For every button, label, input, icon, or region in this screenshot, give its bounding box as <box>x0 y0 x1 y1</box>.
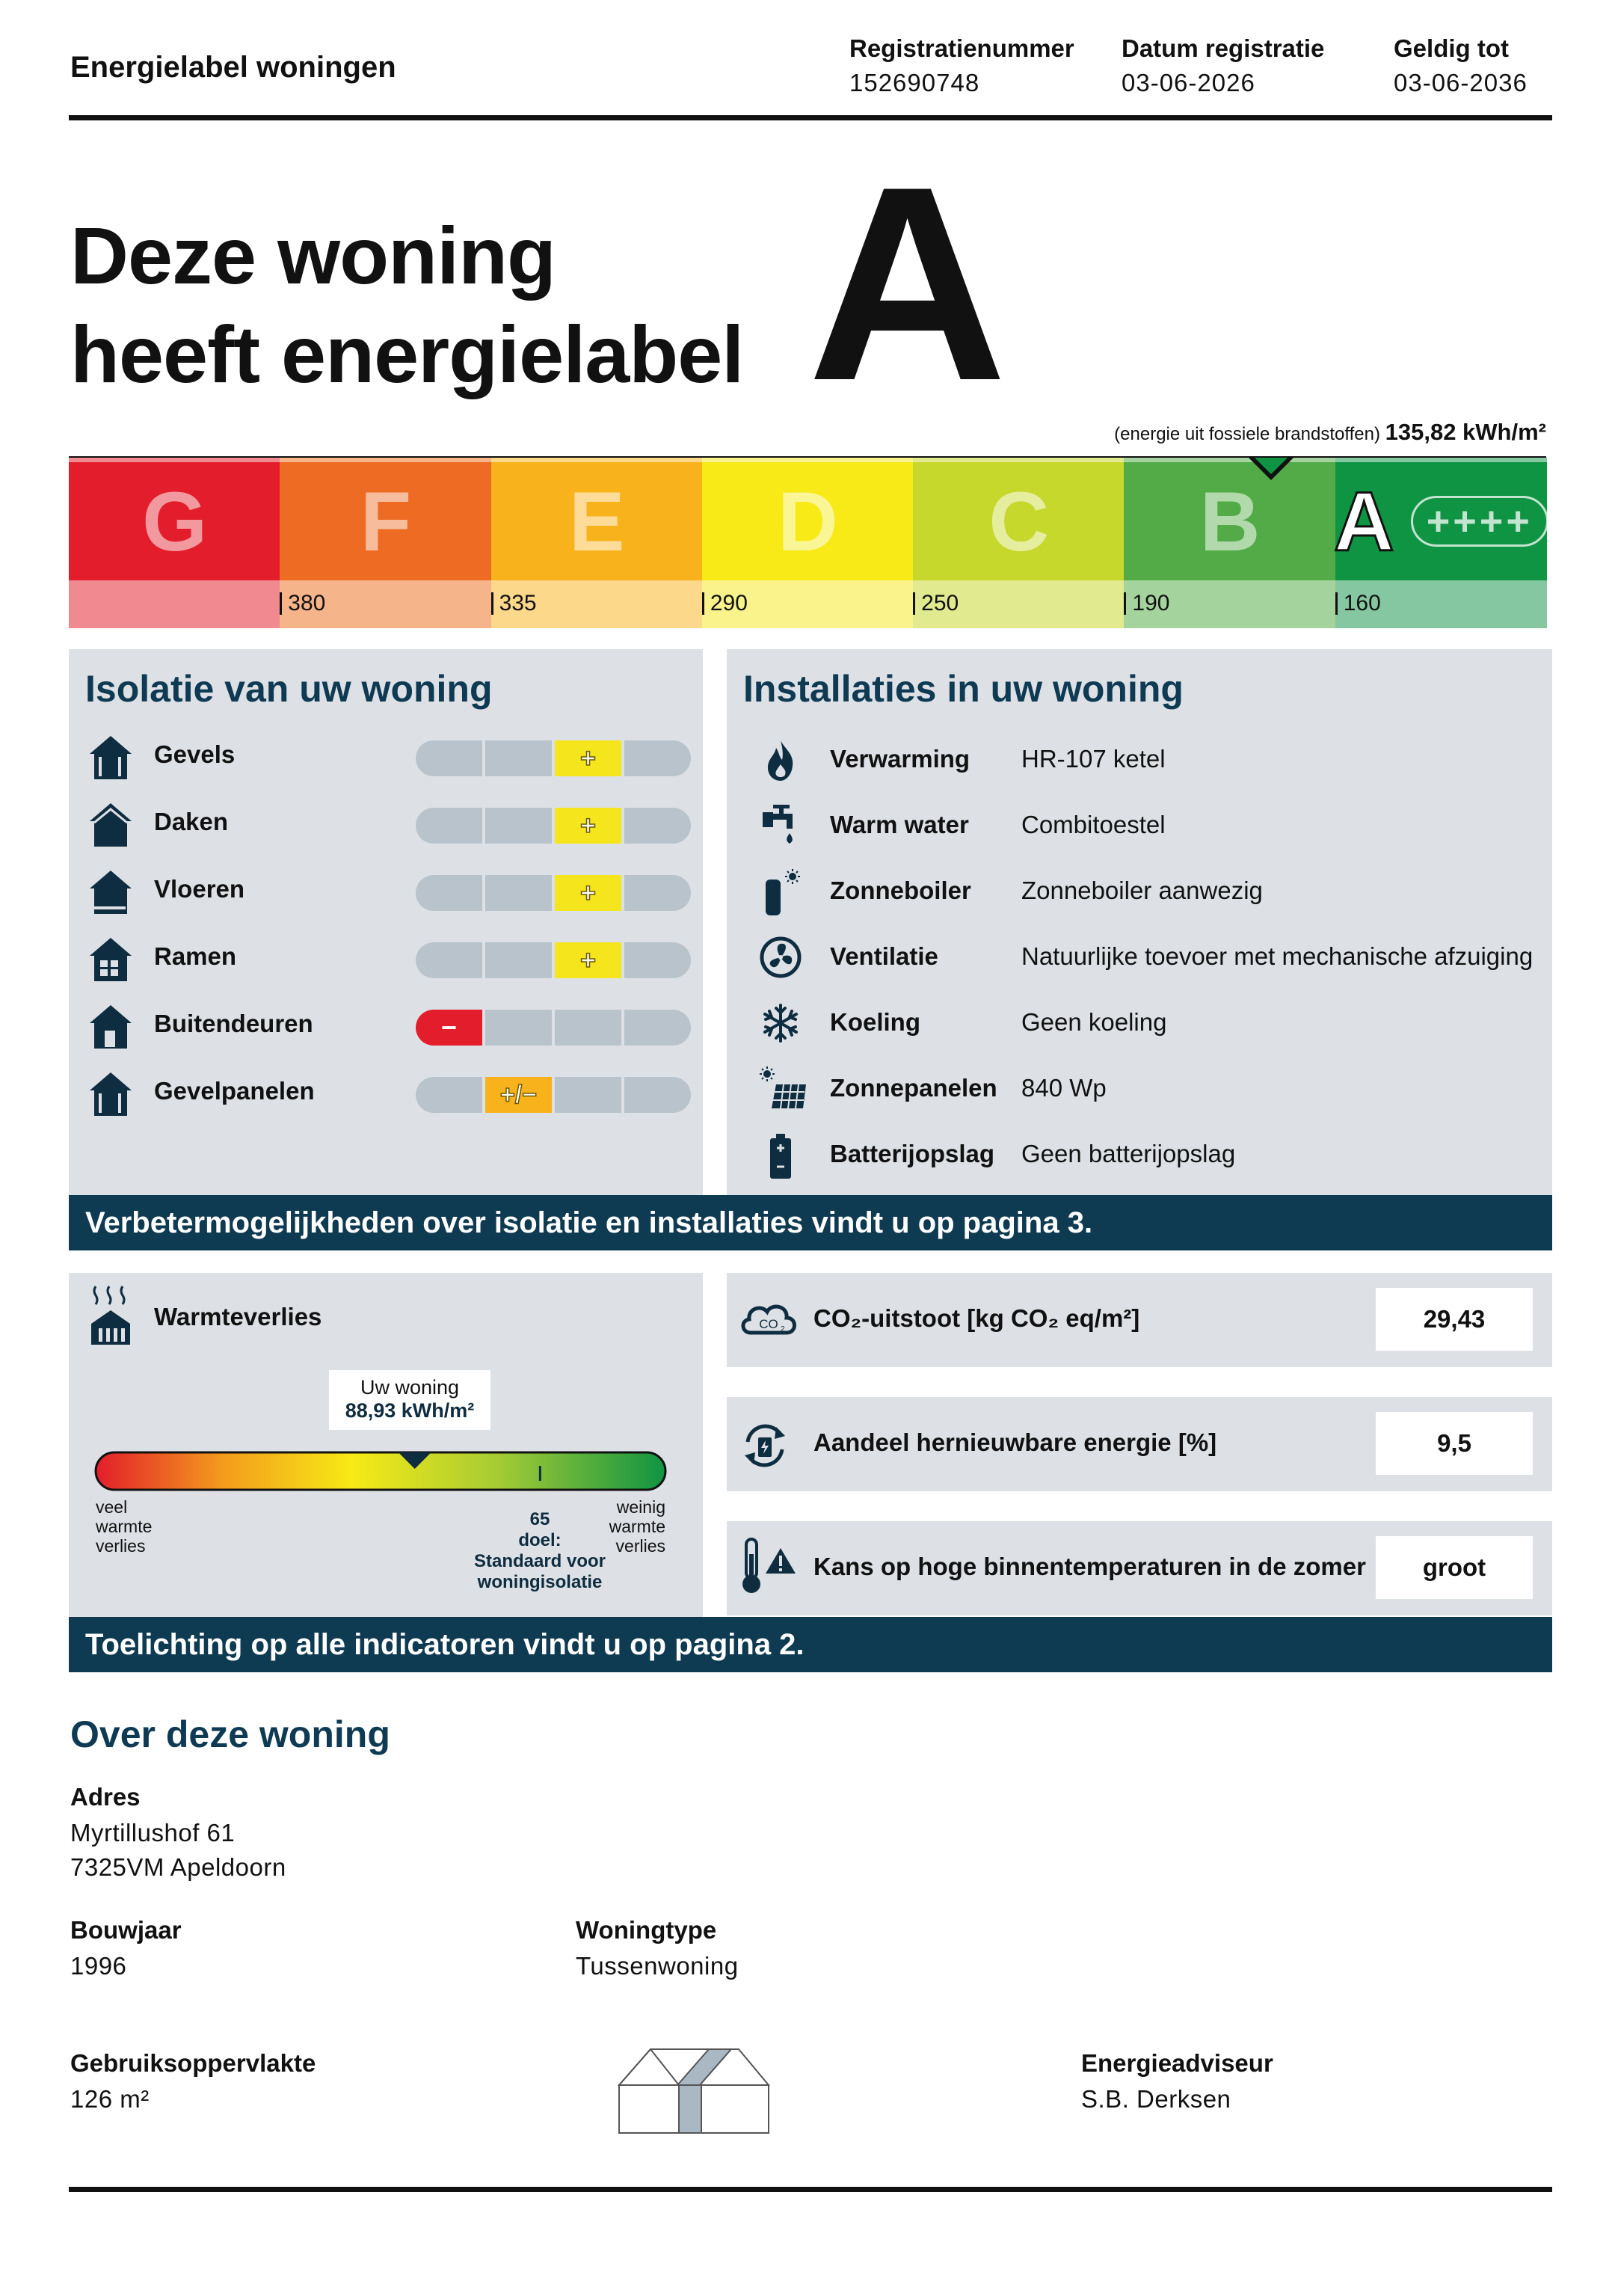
type-label: Woningtype <box>576 1916 717 1944</box>
terraced-house-icon <box>618 2046 770 2136</box>
indicator-value: 9,5 <box>1376 1412 1533 1475</box>
installation-value: Geen batterijopslag <box>1021 1140 1236 1167</box>
installation-row <box>760 1129 1545 1182</box>
about-type <box>576 1916 739 1983</box>
improvement-banner: Verbetermogelijkheden over isolatie en installaties vindt u op pagina 3. <box>69 1195 1552 1250</box>
house-roof-icon <box>87 800 135 845</box>
scale-threshold: 380 <box>280 592 325 615</box>
area-value: 126 m² <box>70 2085 150 2113</box>
scale-letter: C <box>988 474 1050 568</box>
hero-line-2: heeft energielabel <box>70 309 744 399</box>
house-door-icon <box>87 1002 135 1047</box>
scale-threshold: 160 <box>1335 592 1381 615</box>
house-windows-icon <box>87 935 135 980</box>
insulation-label: Daken <box>154 808 229 835</box>
indicator-value: groot <box>1376 1536 1533 1599</box>
installation-label: Warm water <box>830 811 969 838</box>
scale-letter: F <box>360 474 412 568</box>
insulation-rating-bar <box>416 740 691 776</box>
installation-label: Verwarming <box>830 745 970 773</box>
rating-cell <box>485 1010 552 1046</box>
callout-label: Uw woning <box>360 1376 460 1399</box>
scale-letter: G <box>142 474 208 568</box>
scale-segment-f <box>280 458 491 628</box>
registration-number <box>849 34 1074 97</box>
rating-cell: + <box>555 808 621 844</box>
area-label: Gebruiksoppervlakte <box>70 2049 316 2077</box>
hero-line-1: Deze woning <box>70 210 556 301</box>
heatloss-title: Warmteverlies <box>154 1303 322 1330</box>
heat-radiator-icon <box>88 1283 133 1346</box>
insulation-label: Buitendeuren <box>154 1010 313 1037</box>
target-desc-1: Standaard voor <box>473 1551 606 1571</box>
indicator-card <box>727 1397 1552 1491</box>
installation-row <box>760 932 1545 984</box>
rating-cell: + <box>555 942 621 978</box>
insulation-row <box>87 932 692 984</box>
installation-value: 840 Wp <box>1021 1074 1107 1102</box>
address-label: Adres <box>70 1783 141 1811</box>
installation-label: Batterijopslag <box>830 1140 995 1167</box>
svg-text:CO: CO <box>759 1317 778 1331</box>
insulation-rating-bar <box>416 942 691 978</box>
rating-cell <box>624 1010 691 1046</box>
right-note-2: warmte <box>609 1517 665 1536</box>
insulation-rating-bar <box>416 1077 691 1113</box>
rating-cell <box>624 1077 691 1113</box>
scale-letter: D <box>778 474 838 568</box>
renewable-energy-icon <box>739 1419 791 1476</box>
valid-until <box>1394 34 1528 97</box>
about-advisor <box>1081 2049 1273 2117</box>
scale-segment-a <box>1335 458 1547 628</box>
heatloss-left-note <box>96 1497 152 1556</box>
snowflake-icon <box>760 1001 802 1046</box>
indicators-banner: Toelichting op alle indicatoren vindt u op pagina 2. <box>69 1617 1552 1672</box>
rating-cell <box>416 875 482 911</box>
rating-cell <box>555 1077 621 1113</box>
indicator-label: Kans op hoge binnentemperaturen in de zomer <box>813 1553 1366 1580</box>
address-value <box>70 1816 286 1885</box>
insulation-row <box>87 999 692 1052</box>
insulation-label: Vloeren <box>154 875 245 903</box>
installation-label: Zonneboiler <box>830 877 971 904</box>
flame-icon <box>760 737 802 782</box>
indicator-label: Aandeel hernieuwbare energie [%] <box>813 1428 1217 1456</box>
rating-cell <box>485 740 552 776</box>
installation-row <box>760 866 1545 918</box>
fossil-energy <box>1114 419 1546 446</box>
advisor-value: S.B. Derksen <box>1081 2085 1231 2113</box>
rating-cell: + <box>555 875 621 911</box>
scale-plus-badge: ++++ <box>1411 496 1548 547</box>
scale-threshold: 190 <box>1124 592 1169 615</box>
active-label-pointer <box>1249 458 1293 483</box>
target-label: doel: <box>518 1530 562 1550</box>
insulation-title: Isolatie van uw woning <box>85 668 493 710</box>
scale-letter: B <box>1199 474 1261 568</box>
installation-value: HR-107 ketel <box>1021 745 1166 773</box>
right-note-1: weinig <box>616 1497 665 1517</box>
rating-cell <box>624 740 691 776</box>
scale-segment-g <box>69 458 280 628</box>
insulation-rating-bar <box>416 875 691 911</box>
right-note-3: verlies <box>615 1536 665 1556</box>
scale-segment-c <box>913 458 1125 628</box>
scale-letter: E <box>568 474 625 568</box>
fossil-value: 135,82 kWh/m² <box>1385 419 1546 445</box>
about-title: Over deze woning <box>70 1713 390 1755</box>
battery-icon <box>760 1132 802 1177</box>
document-title: Energielabel woningen <box>70 51 396 84</box>
rating-cell <box>416 1077 482 1113</box>
address-line-1: Myrtillushof 61 <box>70 1819 236 1847</box>
scale-threshold: 290 <box>702 592 748 615</box>
callout-value: 88,93 kWh/m² <box>345 1399 475 1422</box>
indicator-value: 29,43 <box>1376 1288 1533 1351</box>
scale-threshold: 335 <box>491 592 537 615</box>
about-address <box>70 1783 286 1885</box>
year-label: Bouwjaar <box>70 1916 182 1944</box>
left-note-2: warmte <box>96 1517 153 1536</box>
installation-row <box>760 1063 1545 1116</box>
date-value: 03-06-2026 <box>1122 69 1255 96</box>
insulation-row <box>87 730 692 782</box>
scale-segment-e <box>491 458 703 628</box>
rating-cell <box>624 808 691 844</box>
rating-cell <box>485 808 552 844</box>
footer-rule <box>69 2187 1552 2192</box>
date-label: Datum registratie <box>1122 34 1325 62</box>
fossil-note: (energie uit fossiele brandstoffen) <box>1114 424 1380 444</box>
scale-segment-d <box>702 458 914 628</box>
about-year <box>70 1916 182 1983</box>
rating-cell <box>555 1010 621 1046</box>
insulation-row <box>87 865 692 917</box>
left-note-1: veel <box>96 1497 128 1517</box>
house-wall-icon <box>87 733 135 778</box>
rating-cell <box>485 942 552 978</box>
heatloss-target <box>458 1509 622 1593</box>
insulation-row <box>87 1066 692 1119</box>
rating-cell: + <box>555 740 621 776</box>
rating-cell: +/− <box>485 1077 552 1113</box>
scale-letter: A <box>1333 474 1394 568</box>
hero-title <box>70 206 743 404</box>
house-panel-icon <box>87 1069 135 1114</box>
target-value: 65 <box>529 1509 550 1529</box>
solar-panel-icon <box>760 1066 802 1111</box>
left-note-3: verlies <box>96 1536 146 1556</box>
about-area <box>70 2049 316 2117</box>
installation-value: Natuurlijke toevoer met mechanische afzuiging <box>1021 942 1534 970</box>
heatloss-callout <box>329 1370 490 1430</box>
type-value: Tussenwoning <box>576 1952 739 1980</box>
rating-cell <box>416 942 482 978</box>
house-floor-icon <box>87 868 135 912</box>
solar-boiler-icon <box>760 869 802 914</box>
installation-label: Ventilatie <box>830 942 938 970</box>
energy-scale <box>69 458 1546 628</box>
heatloss-gradient-bar <box>93 1445 668 1499</box>
energy-label-letter: A <box>808 129 1008 438</box>
registration-value: 152690748 <box>849 69 980 96</box>
tap-icon <box>760 803 802 848</box>
installation-row <box>760 998 1545 1050</box>
thermometer-warning-icon <box>739 1536 799 1600</box>
installation-value: Zonneboiler aanwezig <box>1021 877 1263 904</box>
address-line-2: 7325VM Apeldoorn <box>70 1853 286 1881</box>
registration-label: Registratienummer <box>849 34 1074 62</box>
fan-icon <box>760 935 802 980</box>
rating-cell <box>624 942 691 978</box>
rating-cell: − <box>416 1010 482 1046</box>
insulation-row <box>87 797 692 850</box>
rating-cell <box>416 740 482 776</box>
advisor-label: Energieadviseur <box>1081 2049 1273 2077</box>
registration-date <box>1122 34 1324 97</box>
installation-value: Combitoestel <box>1021 811 1166 838</box>
installation-value: Geen koeling <box>1021 1008 1167 1036</box>
insulation-rating-bar <box>416 1010 691 1046</box>
insulation-label: Gevels <box>154 740 236 768</box>
installation-label: Koeling <box>830 1008 920 1036</box>
rating-cell <box>485 875 552 911</box>
target-desc-2: woningisolatie <box>477 1572 603 1592</box>
installation-label: Zonnepanelen <box>830 1074 997 1102</box>
indicator-card <box>727 1521 1552 1615</box>
insulation-label: Gevelpanelen <box>154 1077 315 1105</box>
valid-value: 03-06-2036 <box>1394 69 1528 96</box>
indicator-label: CO₂-uitstoot [kg CO₂ eq/m²] <box>813 1304 1140 1332</box>
scale-threshold: 250 <box>913 592 959 615</box>
valid-label: Geldig tot <box>1394 34 1509 62</box>
year-value: 1996 <box>70 1952 127 1980</box>
insulation-label: Ramen <box>154 942 237 970</box>
header-rule <box>69 115 1552 120</box>
installations-title: Installaties in uw woning <box>743 668 1184 710</box>
insulation-rating-bar <box>416 808 691 844</box>
svg-text:2: 2 <box>781 1325 785 1333</box>
co2-cloud-icon <box>739 1295 799 1344</box>
rating-cell <box>624 875 691 911</box>
installation-row <box>760 734 1545 787</box>
installation-row <box>760 800 1545 853</box>
indicator-card <box>727 1273 1552 1367</box>
rating-cell <box>416 808 482 844</box>
scale-segment-b <box>1124 458 1335 628</box>
